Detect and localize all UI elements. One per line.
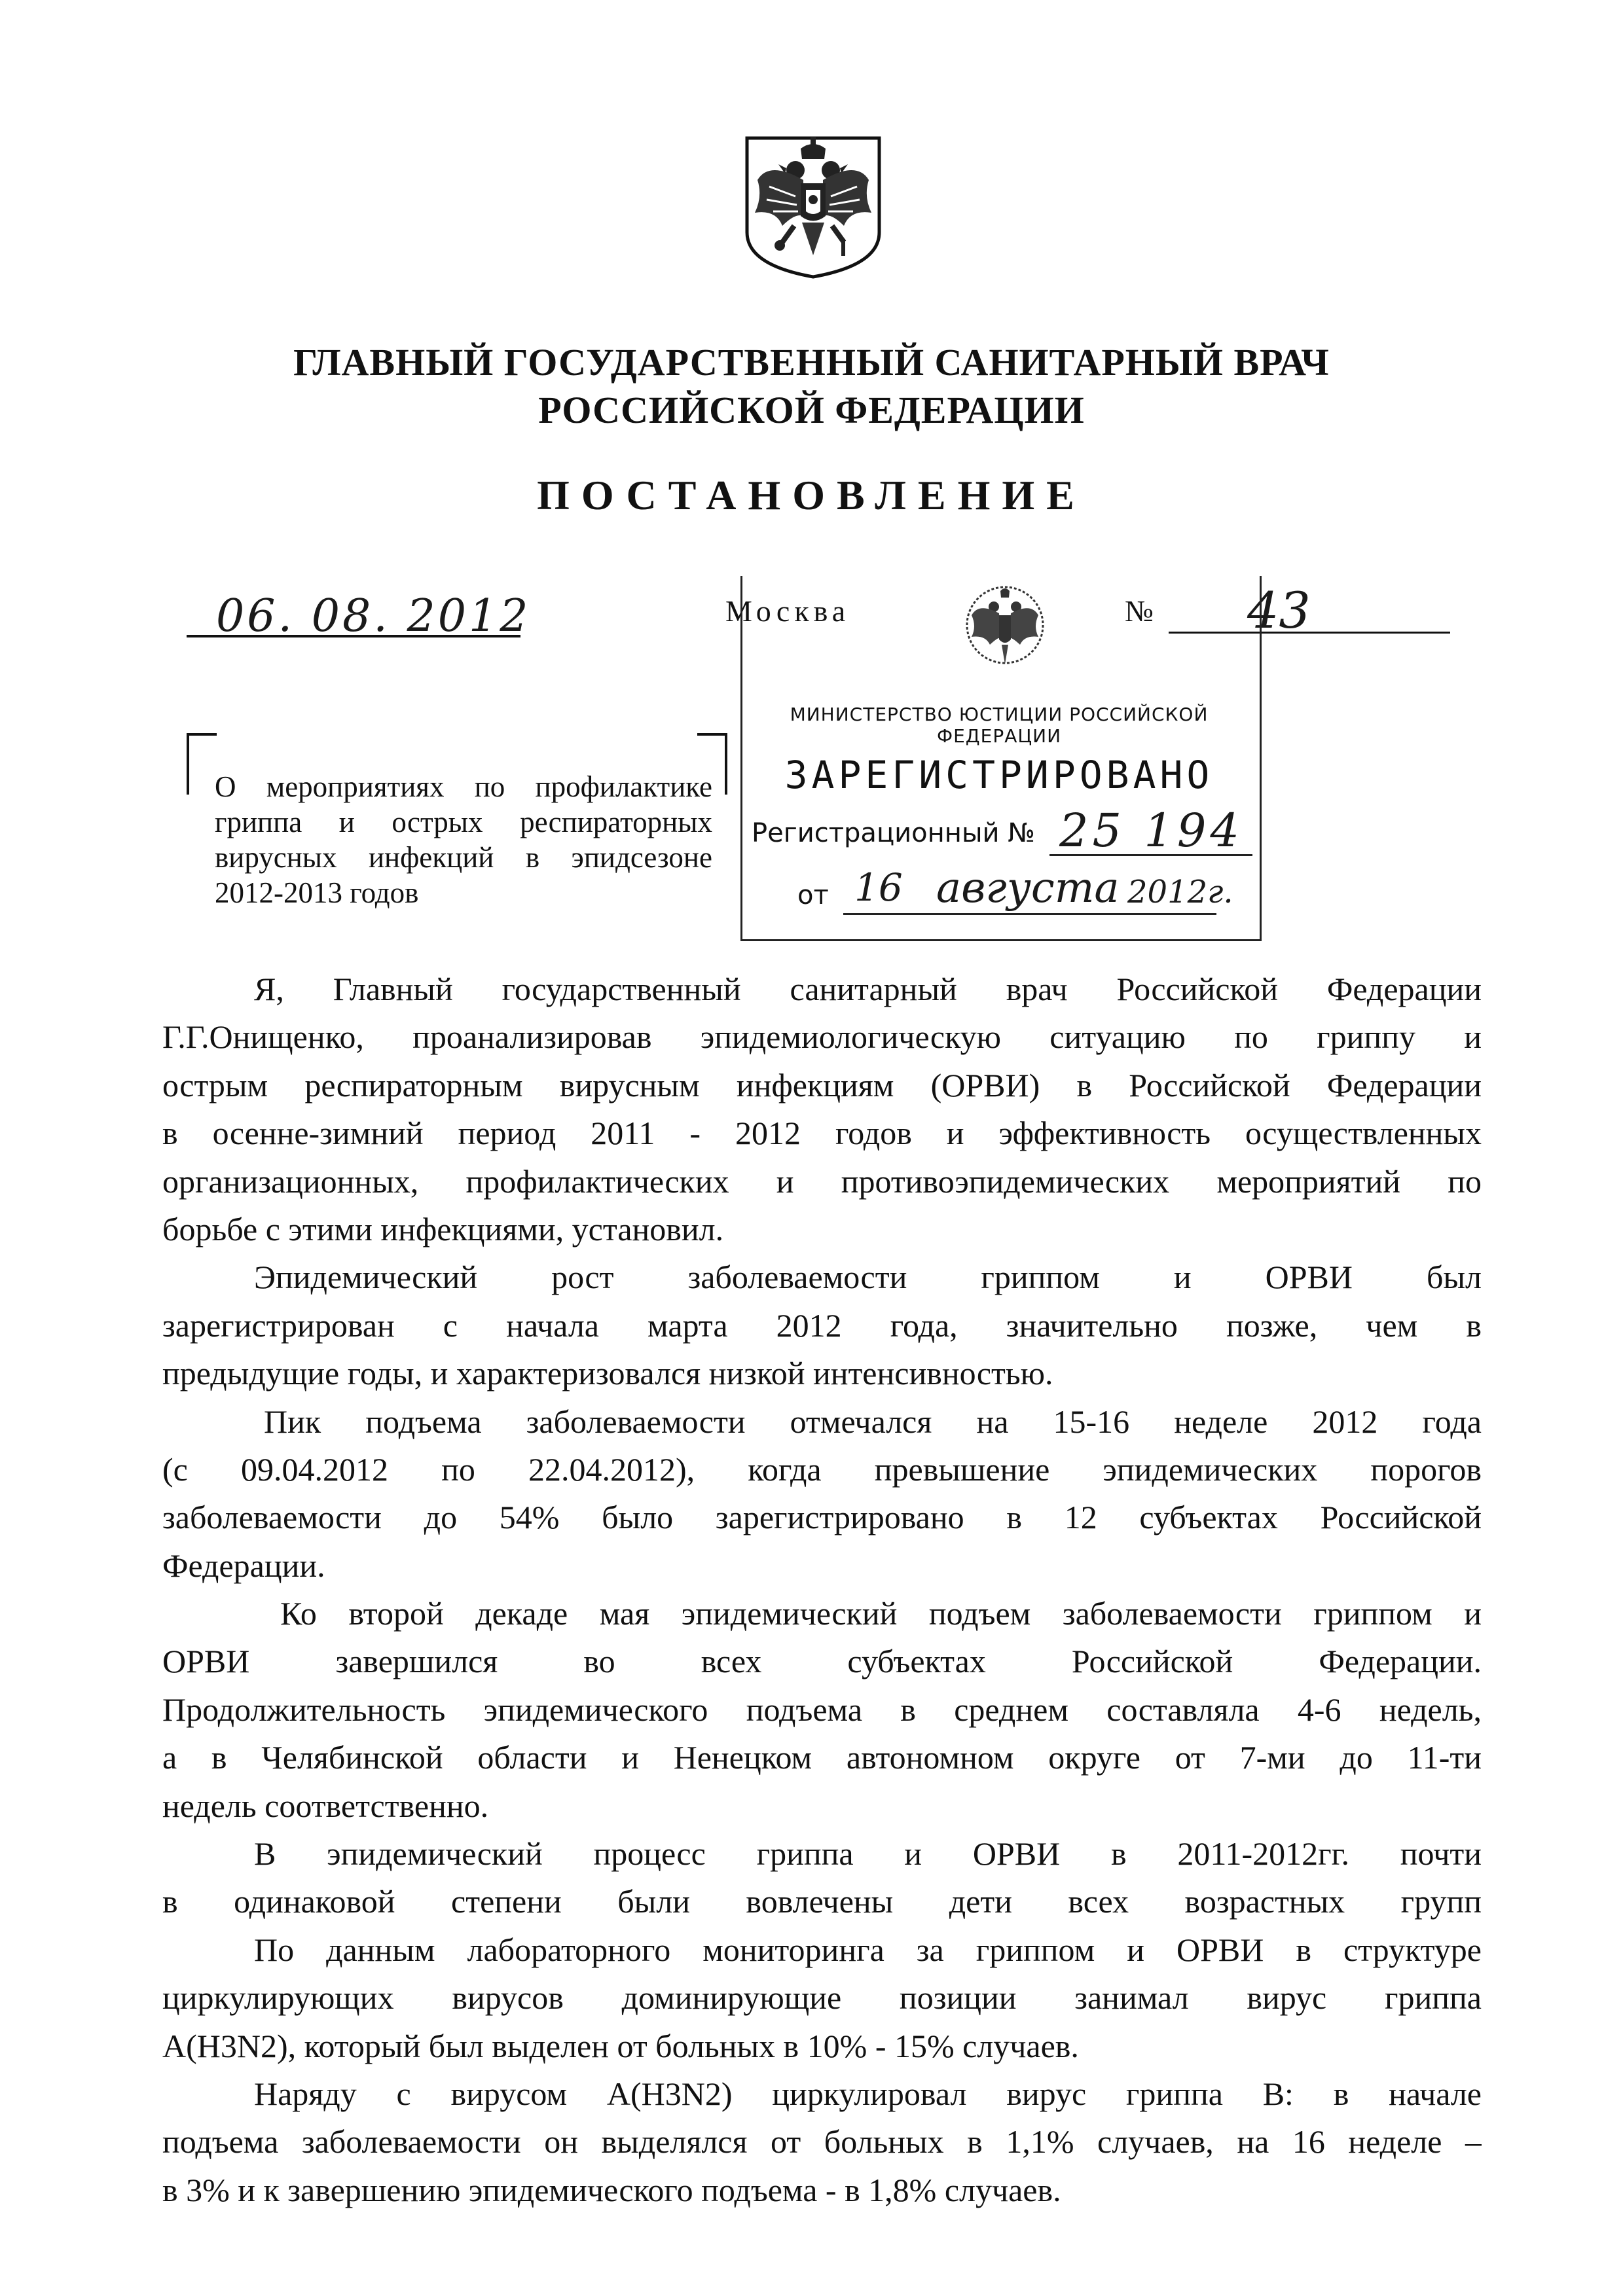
body-line: Пик подъема заболеваемости отмечался на 15-16 неделе 2012 года (264, 1403, 1482, 1440)
body-line: Продолжительность эпидемического подъема в среднем составляла 4-6 недель, (162, 1691, 1482, 1728)
subject-line: гриппа и острых респираторных (215, 806, 712, 838)
subject-line: 2012-2013 годов (215, 876, 419, 909)
body-line: По данным лабораторного мониторинга за гриппом и ОРВИ в структуре (254, 1931, 1482, 1968)
body-line: острым респираторным вирусным инфекциям (ОРВИ) в Российской Федерации (162, 1066, 1482, 1103)
subject-bracket-left (187, 733, 217, 795)
body-line: Я, Главный государственный санитарный врач Российской Федерации (254, 971, 1482, 1007)
body-line: а в Челябинской области и Ненецком автономном округе от 7-ми до 11-ти (162, 1739, 1482, 1776)
issuer-title-line2: РОССИЙСКОЙ ФЕДЕРАЦИИ (538, 389, 1085, 431)
body-line: Ко второй декаде мая эпидемический подъем заболеваемости гриппом и (280, 1595, 1482, 1632)
stamp-registered: ЗАРЕГИСТРИРОВАНО (784, 753, 1214, 797)
body-line: недель соответственно. (162, 1787, 489, 1824)
document-body (162, 965, 1482, 2214)
stamp-day: 16 (854, 865, 903, 910)
body-line: подъема заболеваемости он выделялся от больных в 1,1% случаев, на 16 неделе – (162, 2123, 1482, 2161)
body-line: Федерации. (162, 1547, 325, 1584)
body-line: борьбе с этими инфекциями, установил. (162, 1210, 724, 1247)
coat-of-arms-icon (743, 134, 883, 279)
document-subject (215, 769, 712, 910)
body-line: А(H3N2), который был выделен от больных в 10% - 15% случаев. (162, 2027, 1079, 2064)
body-line: циркулирующих вирусов доминирующие позиции занимал вирус гриппа (162, 1979, 1482, 2017)
body-line: в осенне-зимний период 2011 - 2012 годов и эффективность осуществленных (162, 1115, 1482, 1152)
document-type: ПОСТАНОВЛЕНИЕ (537, 472, 1086, 518)
body-line: Эпидемический рост заболеваемости гриппом и ОРВИ был (254, 1259, 1482, 1296)
subject-line: вирусных инфекций в эпидсезоне (215, 841, 712, 874)
stamp-reg-label: Регистрационный № (752, 818, 1035, 848)
body-line: зарегистрирован с начала марта 2012 года, значительно позже, чем в (162, 1306, 1482, 1344)
number-label: № (1125, 594, 1154, 628)
body-line: в 3% и к завершению эпидемического подъема - в 1,8% случаев. (162, 2171, 1061, 2208)
body-line: Г.Г.Онищенко, проанализировав эпидемиологическую ситуацию по гриппу и (162, 1018, 1482, 1056)
stamp-emblem-icon (962, 579, 1048, 681)
date-underline (187, 635, 520, 637)
body-line: в одинаковой степени были вовлечены дети всех возрастных групп (162, 1883, 1482, 1920)
body-line: организационных, профилактических и противоэпидемических мероприятий по (162, 1162, 1482, 1200)
body-line: (с 09.04.2012 по 22.04.2012), когда превышение эпидемических порогов (162, 1450, 1482, 1488)
stamp-date-underline (843, 913, 1216, 915)
body-line: В эпидемический процесс гриппа и ОРВИ в 2011-2012гг. почти (254, 1835, 1482, 1873)
document-city: Москва (725, 594, 850, 628)
stamp-year: 2012г. (1127, 874, 1233, 910)
body-line: предыдущие годы, и характеризовался низкой интенсивностью. (162, 1355, 1053, 1392)
stamp-from-label: от (797, 880, 829, 910)
subject-line: О мероприятиях по профилактике (215, 770, 712, 803)
stamp-reg-number: 25 194 (1059, 804, 1243, 857)
issuer-title-line1: ГЛАВНЫЙ ГОСУДАРСТВЕННЫЙ САНИТАРНЫЙ ВРАЧ (293, 341, 1330, 384)
document-date: 06. 08. 2012 (216, 590, 531, 642)
body-line: заболеваемости до 54% было зарегистрировано в 12 субъектах Российской (162, 1499, 1482, 1536)
document-number: 43 (1247, 581, 1311, 639)
stamp-month: августа (936, 864, 1120, 912)
body-line: ОРВИ завершился во всех субъектах Российской Федерации. (162, 1643, 1482, 1680)
body-line: Наряду с вирусом А(H3N2) циркулировал вирус гриппа В: в начале (254, 2075, 1482, 2112)
stamp-ministry: МИНИСТЕРСТВО ЮСТИЦИИ РОССИЙСКОЙ ФЕДЕРАЦИИ (790, 704, 1209, 747)
